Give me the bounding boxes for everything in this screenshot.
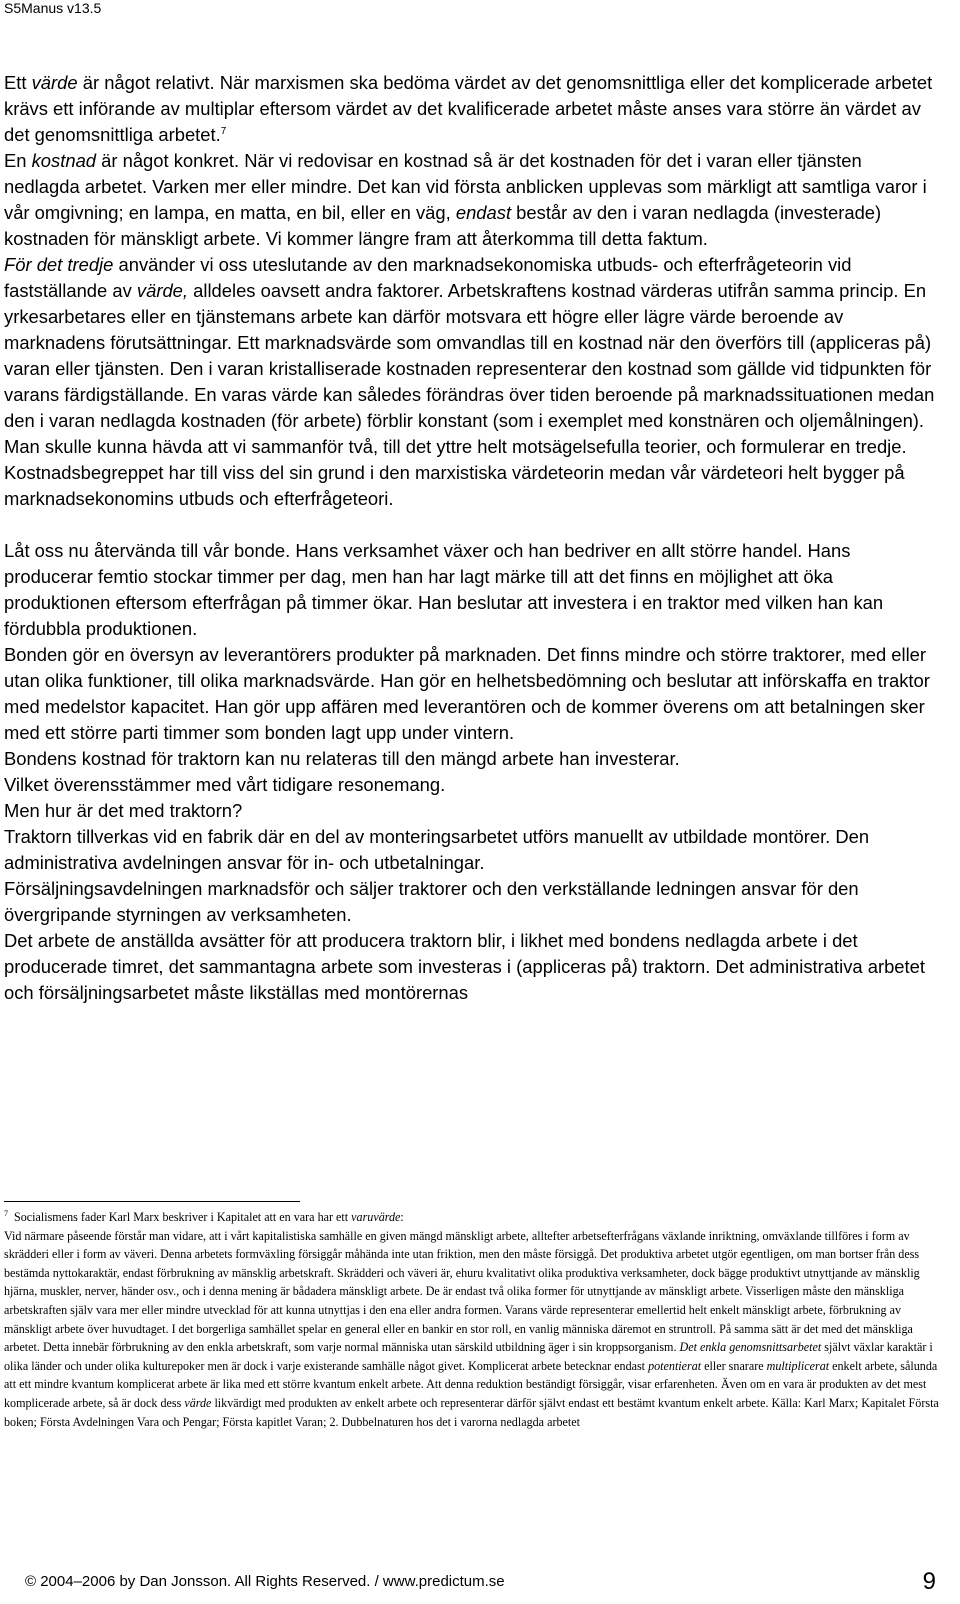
paragraph-farmer-cost: Bondens kostnad för traktorn kan nu relateras till den mängd arbete han investerar. <box>4 748 680 769</box>
page-number: 9 <box>922 1568 936 1595</box>
copyright-footer: © 2004–2006 by Dan Jonsson. All Rights Reserved. / www.predictum.se <box>25 1573 505 1590</box>
paragraph-consistent: Vilket överensstämmer med vårt tidigare resonemang. <box>4 774 446 795</box>
paragraph-review: Bonden gör en översyn av leverantörers produkter på marknaden. Det finns mindre och större traktorer, med eller utan olika funktioner, till olika marknadsvärde. Han gör en helhetsbedömning och beslutar att införskaffa en traktor med medelstor kapacitet. Han gör upp affären med leverantören och de kommer överens om att betalningen sker med ett större parti timmer som bonden lagt upp under vintern. <box>4 644 930 743</box>
body-text <box>4 70 939 1006</box>
paragraph-value: Ett värde är något relativt. När marxismen ska bedöma värdet av det genomsnittliga eller det komplicerade arbetet krävs ett införande av multiplar eftersom värdet av det kvalificerade arbetet måste anses vara större än värdet av det genomsnittliga arbetet.$^7$ <box>4 72 933 145</box>
paragraph-cost: En kostnad är något konkret. När vi redovisar en kostnad så är det kostnaden för det i varan eller tjänsten nedlagda arbetet. Varken mer eller mindre. Det kan vid första anblicken upplevas som märkligt att samtliga varor i vår omgivning; en lampa, en matta, en bil, eller en väg, endast består av den i varan nedlagda (investerade) kostnaden för mänskligt arbete. Vi kommer längre fram att återkomma till detta faktum. <box>4 150 927 249</box>
footnote-number: 7 <box>4 1209 8 1218</box>
footnote-quote: Vid närmare påseende förstår man vidare, att i vårt kapitalistiska samhälle en given mängd mänskligt arbete, alltefter arbetsefterfrågans växlande inriktning, omväxlande tillföres i form av skrädderi eller i form av väveri. Denna arbetets formväxling försiggår måhända inte utan friktion, men den måste försiggå. Det produktiva arbetet utgör egentligen, om man bortser från dess bestämda nyttokaraktär, endast förbrukning av mänsklig arbetskraft. Skrädderi och väveri är, ehuru kvalitativt olika produktiva verksamheter, dock bägge produktivt utnyttjande av mänsklig hjärna, muskler, nerver, händer osv., och i denna mening är bådadera mänskligt arbete. De är endast två olika former för utnyttjande av mänskligt arbete. Visserligen måste den mänskliga arbetskraften själv vara mer eller mindre utvecklad för att kunna utnyttjas i den ena eller andra formen. Varans värde representerar emellertid helt enkelt mänskligt arbete, förbrukning av mänskligt arbete över huvudtaget. I det borgerliga samhället spelar en general eller en bankir en stor roll, en vanlig människa däremot en struntroll. På samma sätt är det med det mänskliga arbetet. Detta innebär förbrukning av den enkla arbetskraft, som varje normal människa utan särskild utbildning äger i sin kroppsorganism. Det enkla genomsnittsarbetet självt växlar karaktär i olika länder och under olika kulturepoker men är dock i varje existerande samhälle något givet. Komplicerat arbete betecknar endast potentierat eller snarare multiplicerat enkelt arbete, sålunda att ett mindre kvantum komplicerat arbete är lika med ett större kvantum enkelt arbete. Att denna reduktion beständigt försiggår, visar erfarenheten. Även om en vara är produkten av det mest komplicerade arbete, så är dock dess värde likvärdigt med produkten av enkelt arbete och representerar därför självt endast ett bestämt kvantum enkelt arbete. Källa: Karl Marx; Kapitalet Första boken; Första Avdelningen Vara och Pengar; Första kapitlet Varan; 2. Dubbelnaturen hos det i varorna nedlagda arbetet <box>4 1228 939 1429</box>
footnote-reference[interactable]: 7 <box>220 126 227 137</box>
paragraph-factory: Traktorn tillverkas vid en fabrik där en del av monteringsarbetet utförs manuellt av utbildade montörer. Den administrativa avdelningen ansvar för in- och utbetalningar. <box>4 826 870 873</box>
paragraph-question: Men hur är det med traktorn? <box>4 800 243 821</box>
paragraph-farmer: Låt oss nu återvända till vår bonde. Hans verksamhet växer och han bedriver en allt större handel. Hans producerar femtio stockar timmer per dag, men han har lagt märke till att det finns en möjlighet att öka produktionen eftersom efterfrågan på timmer ökar. Han beslutar att investera i en traktor med vilken han kan fördubbla produktionen. <box>4 540 884 639</box>
paragraph-synthesis: Man skulle kunna hävda att vi sammanför två, till det yttre helt motsägelsefulla teorier, och formulerar en tredje. Kostnadsbegreppet har till viss del sin grund i den marxistiska värdeteorin medan vår värdeteori helt bygger på marknadsekonomins utbuds och efterfrågeteori. <box>4 436 907 509</box>
footnote-intro: $^7$ Socialismens fader Karl Marx beskriver i Kapitalet att en vara har ett varuvärde: <box>4 1209 404 1224</box>
footnote-separator <box>4 1201 300 1202</box>
paragraph-sales: Försäljningsavdelningen marknadsför och säljer traktorer och den verkställande ledningen ansvar för den övergripande styrningen av verksamheten. <box>4 878 859 925</box>
footnote <box>4 1208 939 1431</box>
document-header: S5Manus v13.5 <box>4 0 102 16</box>
paragraph-third: För det tredje använder vi oss uteslutande av den marknadsekonomiska utbuds- och efterfrågeteorin vid fastställande av värde, alldeles oavsett andra faktorer. Arbetskraftens kostnad värderas utifrån samma princip. En yrkesarbetares eller en tjänstemans arbete kan därför motsvara ett högre eller lägre värde beroende av marknadens förutsättningar. Ett marknadsvärde som omvandlas till en kostnad när den överförs till (appliceras på) varan eller tjänsten. Den i varan kristalliserade kostnaden representerar den kostnad som gällde vid tidpunkten för varans färdigställande. En varas värde kan således förändras över tiden beroende på marknadssituationen medan den i varan nedlagda kostnaden (för arbete) förblir konstant (som i exemplet med konstnären och oljemålningen). <box>4 254 935 431</box>
paragraph-employees: Det arbete de anställda avsätter för att producera traktorn blir, i likhet med bondens nedlagda arbete i det producerade timret, det sammantagna arbete som investeras i (appliceras på) traktorn. Det administrativa arbetet och försäljningsarbetet måste likställas med montörernas <box>4 930 925 1003</box>
